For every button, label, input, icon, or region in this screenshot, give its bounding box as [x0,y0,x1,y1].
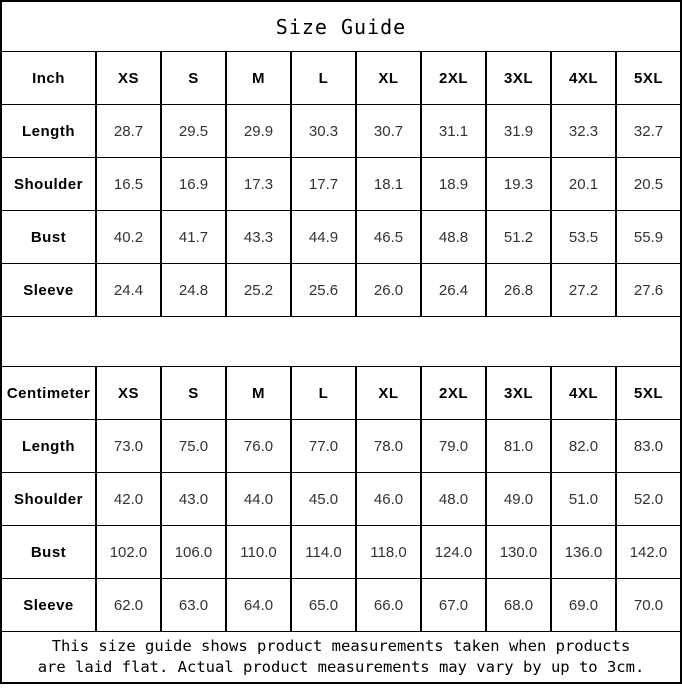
measurement-cell: 63.0 [161,579,226,632]
measurement-cell: 70.0 [616,579,681,632]
measurement-cell: 55.9 [616,211,681,264]
centimeter-table-body [1,367,681,632]
measurement-cell: 17.3 [226,158,291,211]
centimeter-row-label-bust: Bust [1,526,96,579]
measurement-cell: 19.3 [486,158,551,211]
centimeter-size-header-5xl: 5XL [616,367,681,420]
inch-size-header-l: L [291,52,356,105]
page-title: Size Guide [1,1,681,52]
measurement-cell: 142.0 [616,526,681,579]
measurement-cell: 75.0 [161,420,226,473]
measurement-cell: 65.0 [291,579,356,632]
footer-row [1,632,681,684]
title-row [1,1,681,52]
centimeter-row-length [1,420,681,473]
measurement-cell: 64.0 [226,579,291,632]
measurement-cell: 29.9 [226,105,291,158]
measurement-cell: 28.7 [96,105,161,158]
inch-row-label-shoulder: Shoulder [1,158,96,211]
measurement-cell: 30.7 [356,105,421,158]
measurement-cell: 83.0 [616,420,681,473]
inch-row-sleeve [1,264,681,317]
centimeter-row-label-shoulder: Shoulder [1,473,96,526]
measurement-cell: 40.2 [96,211,161,264]
measurement-cell: 48.0 [421,473,486,526]
measurement-cell: 46.5 [356,211,421,264]
centimeter-size-header-2xl: 2XL [421,367,486,420]
measurement-cell: 49.0 [486,473,551,526]
measurement-cell: 25.2 [226,264,291,317]
measurement-cell: 43.3 [226,211,291,264]
inch-size-header-xs: XS [96,52,161,105]
measurement-cell: 51.0 [551,473,616,526]
centimeter-size-header-l: L [291,367,356,420]
title-section [1,1,681,52]
centimeter-unit-label: Centimeter [1,367,96,420]
measurement-cell: 31.1 [421,105,486,158]
measurement-cell: 79.0 [421,420,486,473]
measurement-cell: 77.0 [291,420,356,473]
measurement-cell: 66.0 [356,579,421,632]
measurement-cell: 30.3 [291,105,356,158]
inch-row-label-length: Length [1,105,96,158]
footer-line-2: are laid flat. Actual product measurements may vary by up to 3cm. [37,658,645,676]
measurement-cell: 24.4 [96,264,161,317]
measurement-cell: 18.1 [356,158,421,211]
measurement-cell: 81.0 [486,420,551,473]
measurement-cell: 53.5 [551,211,616,264]
measurement-cell: 26.8 [486,264,551,317]
footer-section [1,632,681,684]
centimeter-header-row [1,367,681,420]
measurement-cell: 114.0 [291,526,356,579]
centimeter-row-label-sleeve: Sleeve [1,579,96,632]
measurement-cell: 20.1 [551,158,616,211]
inch-row-bust [1,211,681,264]
measurement-cell: 41.7 [161,211,226,264]
inch-header-row [1,52,681,105]
measurement-cell: 32.7 [616,105,681,158]
measurement-cell: 69.0 [551,579,616,632]
measurement-cell: 45.0 [291,473,356,526]
measurement-cell: 106.0 [161,526,226,579]
measurement-cell: 110.0 [226,526,291,579]
measurement-cell: 17.7 [291,158,356,211]
measurement-cell: 42.0 [96,473,161,526]
measurement-cell: 26.4 [421,264,486,317]
centimeter-size-header-xl: XL [356,367,421,420]
inch-row-label-bust: Bust [1,211,96,264]
centimeter-row-shoulder [1,473,681,526]
inch-unit-label: Inch [1,52,96,105]
measurement-cell: 82.0 [551,420,616,473]
measurement-cell: 136.0 [551,526,616,579]
inch-size-header-s: S [161,52,226,105]
inch-size-header-2xl: 2XL [421,52,486,105]
measurement-cell: 44.0 [226,473,291,526]
centimeter-row-sleeve [1,579,681,632]
measurement-cell: 118.0 [356,526,421,579]
inch-row-label-sleeve: Sleeve [1,264,96,317]
measurement-cell: 67.0 [421,579,486,632]
measurement-cell: 43.0 [161,473,226,526]
measurement-cell: 26.0 [356,264,421,317]
measurement-cell: 46.0 [356,473,421,526]
inch-size-header-xl: XL [356,52,421,105]
measurement-cell: 78.0 [356,420,421,473]
centimeter-size-header-4xl: 4XL [551,367,616,420]
measurement-cell: 32.3 [551,105,616,158]
inch-size-header-m: M [226,52,291,105]
spacer-section [1,317,681,367]
measurement-cell: 25.6 [291,264,356,317]
measurement-cell: 31.9 [486,105,551,158]
measurement-cell: 18.9 [421,158,486,211]
measurement-cell: 29.5 [161,105,226,158]
inch-row-shoulder [1,158,681,211]
centimeter-size-header-m: M [226,367,291,420]
footer-note [1,632,681,684]
inch-size-header-5xl: 5XL [616,52,681,105]
centimeter-size-header-s: S [161,367,226,420]
measurement-cell: 44.9 [291,211,356,264]
measurement-cell: 16.5 [96,158,161,211]
inch-size-header-4xl: 4XL [551,52,616,105]
centimeter-size-header-3xl: 3XL [486,367,551,420]
inch-row-length [1,105,681,158]
centimeter-row-label-length: Length [1,420,96,473]
measurement-cell: 62.0 [96,579,161,632]
measurement-cell: 24.8 [161,264,226,317]
measurement-cell: 124.0 [421,526,486,579]
centimeter-row-bust [1,526,681,579]
measurement-cell: 102.0 [96,526,161,579]
measurement-cell: 76.0 [226,420,291,473]
measurement-cell: 27.6 [616,264,681,317]
measurement-cell: 20.5 [616,158,681,211]
footer-line-1: This size guide shows product measurements taken when products [51,637,631,656]
inch-size-header-3xl: 3XL [486,52,551,105]
measurement-cell: 27.2 [551,264,616,317]
inch-table-body [1,52,681,317]
spacer-row [1,317,681,367]
measurement-cell: 48.8 [421,211,486,264]
table-spacer [1,317,681,367]
centimeter-size-header-xs: XS [96,367,161,420]
measurement-cell: 73.0 [96,420,161,473]
measurement-cell: 68.0 [486,579,551,632]
measurement-cell: 16.9 [161,158,226,211]
measurement-cell: 52.0 [616,473,681,526]
measurement-cell: 51.2 [486,211,551,264]
measurement-cell: 130.0 [486,526,551,579]
